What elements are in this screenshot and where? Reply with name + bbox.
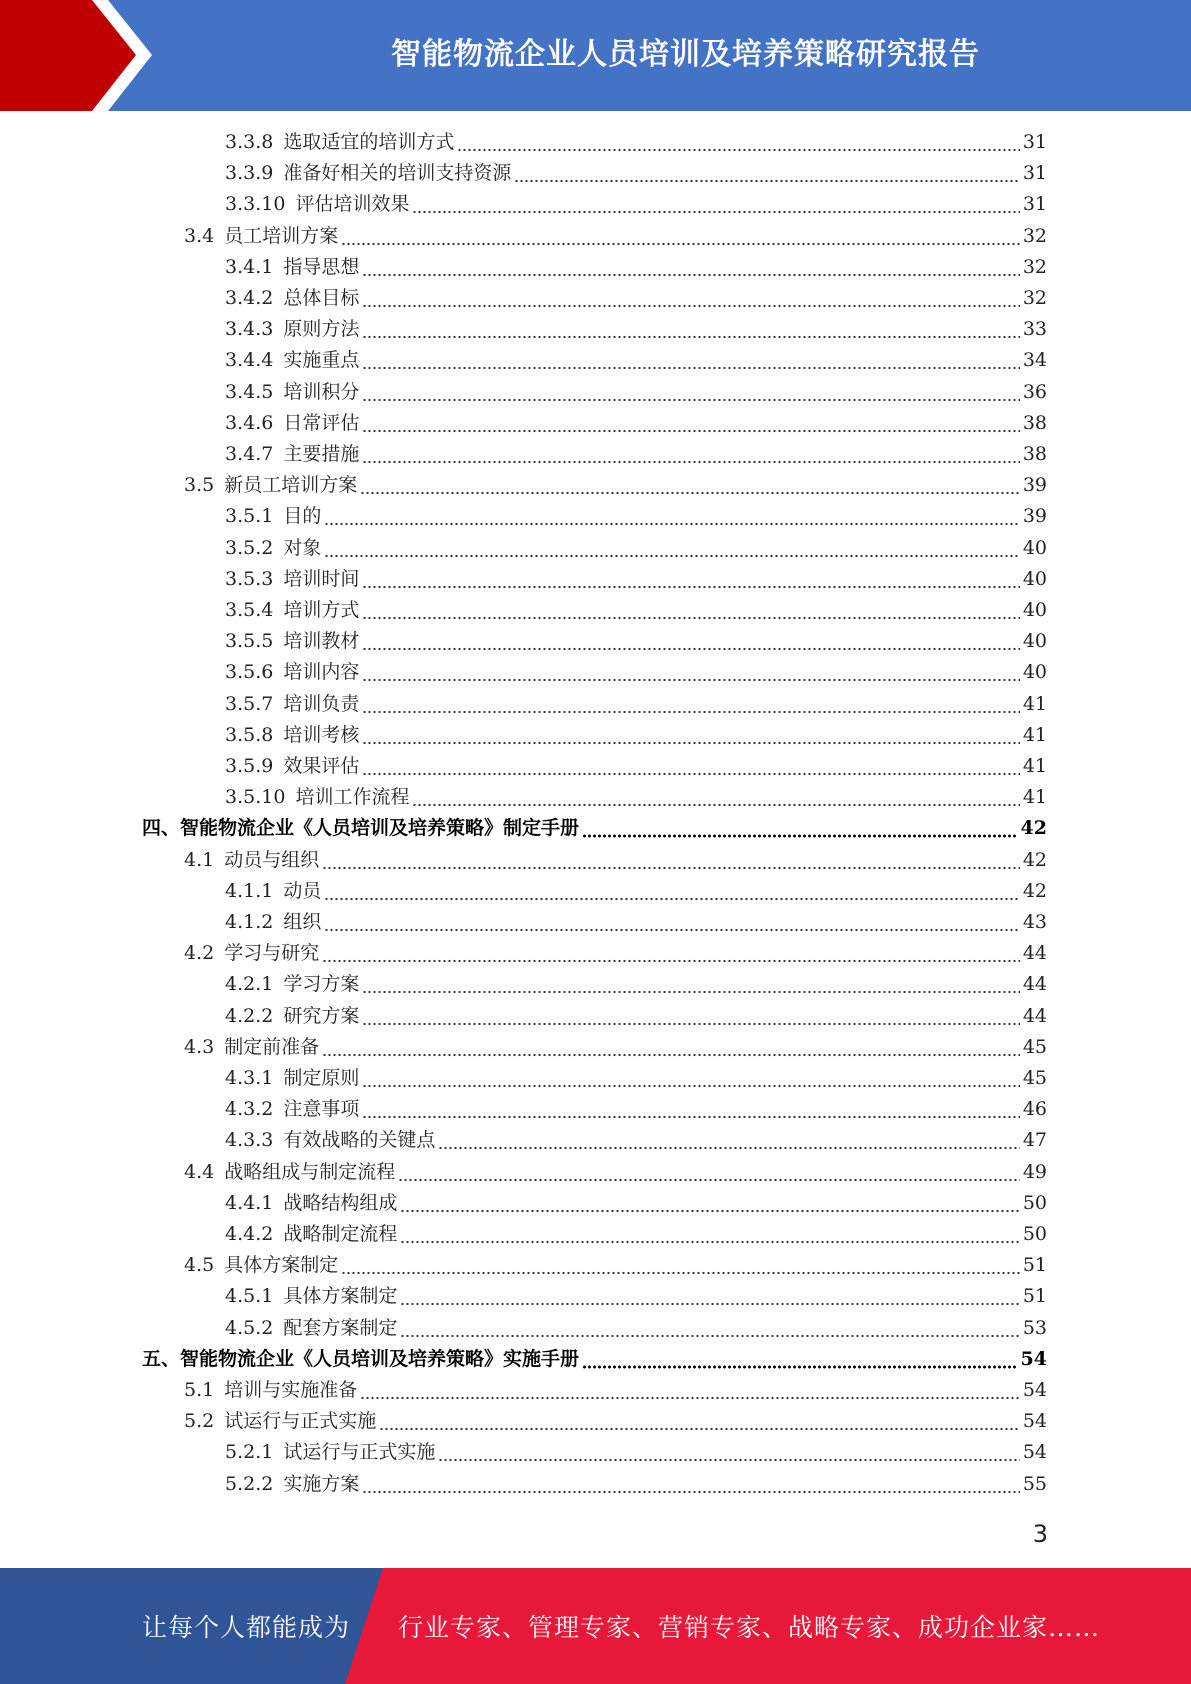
toc-dot-leader xyxy=(362,657,1019,688)
toc-entry-number: 3.4.6 xyxy=(225,411,274,434)
toc-section-entry[interactable] xyxy=(184,845,1047,876)
toc-subsection-entry[interactable] xyxy=(225,345,1047,376)
toc-entry-page: 32 xyxy=(1022,255,1047,278)
toc-entry-number: 五、 xyxy=(142,1347,181,1370)
toc-entry-title: 具体方案制定 xyxy=(283,1285,398,1308)
toc-entry-page: 53 xyxy=(1022,1316,1047,1339)
toc-entry-title: 培训与实施准备 xyxy=(224,1379,358,1401)
toc-section-entry[interactable] xyxy=(184,1250,1047,1281)
toc-section-entry[interactable] xyxy=(184,221,1047,252)
toc-section-entry[interactable] xyxy=(184,1406,1047,1437)
toc-entry-title: 智能物流企业《人员培训及培养策略》实施手册 xyxy=(180,1347,580,1370)
toc-subsection-entry[interactable] xyxy=(225,1313,1047,1344)
toc-subsection-entry[interactable] xyxy=(225,657,1047,688)
toc-entry-number: 3.3.10 xyxy=(225,193,286,216)
toc-dot-leader xyxy=(362,1094,1019,1125)
toc-subsection-entry[interactable] xyxy=(225,751,1047,782)
toc-entry-page: 40 xyxy=(1022,599,1047,621)
toc-subsection-entry[interactable] xyxy=(225,1125,1047,1156)
toc-entry-number: 4.4 xyxy=(184,1160,215,1183)
toc-subsection-entry[interactable] xyxy=(225,1001,1047,1032)
toc-entry-number: 4.5.2 xyxy=(225,1316,274,1339)
toc-entry-title: 培训教材 xyxy=(283,630,360,653)
toc-entry-page: 50 xyxy=(1022,1191,1047,1214)
toc-dot-leader xyxy=(362,564,1019,595)
toc-entry-number: 3.5.10 xyxy=(225,786,286,809)
toc-entry-title: 培训工作流程 xyxy=(295,786,410,809)
page-footer xyxy=(0,1568,1191,1684)
toc-entry-page: 41 xyxy=(1022,692,1047,715)
footer-slogan-left: 让每个人都能成为 xyxy=(142,1613,351,1642)
toc-entry-page: 47 xyxy=(1022,1129,1047,1152)
toc-dot-leader xyxy=(400,1188,1019,1219)
toc-entry-page: 51 xyxy=(1022,1254,1047,1277)
toc-dot-leader xyxy=(457,127,1019,158)
toc-entry-title: 智能物流企业《人员培训及培养策略》制定手册 xyxy=(180,817,580,840)
toc-entry-page: 42 xyxy=(1022,879,1047,902)
toc-entry-number: 4.3.3 xyxy=(225,1129,274,1152)
toc-subsection-entry[interactable] xyxy=(225,408,1047,439)
toc-entry-title: 培训积分 xyxy=(283,380,360,403)
toc-entry-page: 33 xyxy=(1022,318,1047,341)
toc-entry-number: 3.3.8 xyxy=(225,131,274,153)
toc-entry-page: 54 xyxy=(1022,1379,1047,1401)
toc-entry-title: 试运行与正式实施 xyxy=(283,1441,436,1464)
toc-subsection-entry[interactable] xyxy=(225,876,1047,907)
toc-entry-page: 46 xyxy=(1022,1098,1047,1121)
toc-entry-number: 3.5.1 xyxy=(225,505,274,528)
toc-entry-page: 42 xyxy=(1022,848,1047,871)
toc-entry-page: 34 xyxy=(1022,349,1047,372)
toc-entry-title: 培训时间 xyxy=(283,567,360,590)
toc-entry-title: 制定前准备 xyxy=(224,1035,320,1058)
toc-subsection-entry[interactable] xyxy=(225,626,1047,657)
toc-entry-page: 31 xyxy=(1022,162,1047,185)
toc-entry-title: 战略结构组成 xyxy=(283,1191,398,1214)
toc-entry-number: 3.3.9 xyxy=(225,162,274,185)
toc-subsection-entry[interactable] xyxy=(225,1469,1047,1500)
toc-entry-number: 3.4.3 xyxy=(225,318,274,341)
toc-entry-number: 3.5.4 xyxy=(225,599,274,621)
toc-dot-leader xyxy=(360,1375,1020,1406)
toc-entry-title: 效果评估 xyxy=(283,755,360,777)
toc-dot-leader xyxy=(362,283,1019,314)
toc-entry-title: 原则方法 xyxy=(283,318,360,341)
toc-dot-leader xyxy=(400,1281,1019,1312)
toc-entry-title: 目的 xyxy=(283,505,322,528)
toc-subsection-entry[interactable] xyxy=(225,720,1047,751)
toc-entry-page: 44 xyxy=(1022,942,1047,965)
toc-section-entry[interactable] xyxy=(184,1375,1047,1406)
toc-entry-title: 员工培训方案 xyxy=(224,224,339,247)
toc-dot-leader xyxy=(324,501,1019,532)
toc-chapter-entry[interactable] xyxy=(142,1344,1047,1375)
toc-entry-number: 3.5.5 xyxy=(225,630,274,653)
toc-entry-page: 40 xyxy=(1022,567,1047,590)
toc-dot-leader xyxy=(438,1125,1019,1156)
toc-dot-leader xyxy=(362,720,1019,751)
toc-subsection-entry[interactable] xyxy=(225,595,1047,626)
toc-subsection-entry[interactable] xyxy=(225,1437,1047,1468)
toc-entry-title: 制定原则 xyxy=(283,1067,360,1089)
toc-dot-leader xyxy=(379,1406,1020,1437)
toc-dot-leader xyxy=(362,252,1019,283)
toc-dot-leader xyxy=(362,1063,1019,1094)
toc-entry-number: 4.4.2 xyxy=(225,1223,274,1245)
toc-entry-title: 具体方案制定 xyxy=(224,1254,339,1277)
toc-entry-title: 培训负责 xyxy=(283,692,360,715)
toc-entry-title: 日常评估 xyxy=(283,411,360,434)
toc-entry-title: 配套方案制定 xyxy=(283,1316,398,1339)
toc-entry-page: 32 xyxy=(1022,287,1047,309)
toc-subsection-entry[interactable] xyxy=(225,189,1047,220)
toc-entry-page: 51 xyxy=(1022,1285,1047,1308)
toc-entry-page: 39 xyxy=(1022,474,1047,497)
toc-entry-number: 4.2.1 xyxy=(225,973,274,996)
toc-entry-page: 45 xyxy=(1022,1067,1047,1089)
toc-entry-number: 3.5.3 xyxy=(225,567,274,590)
toc-entry-page: 41 xyxy=(1022,723,1047,746)
toc-subsection-entry[interactable] xyxy=(225,969,1047,1000)
toc-entry-number: 4.5 xyxy=(184,1254,215,1277)
toc-entry-title: 主要措施 xyxy=(283,443,360,465)
toc-entry-page: 54 xyxy=(1020,1347,1047,1370)
toc-entry-page: 43 xyxy=(1022,911,1047,933)
toc-dot-leader xyxy=(398,1157,1020,1188)
toc-entry-title: 准备好相关的培训支持资源 xyxy=(283,162,512,185)
toc-section-entry[interactable] xyxy=(184,470,1047,501)
toc-entry-title: 培训考核 xyxy=(283,723,360,746)
toc-subsection-entry[interactable] xyxy=(225,1188,1047,1219)
toc-entry-page: 36 xyxy=(1022,380,1047,403)
toc-subsection-entry[interactable] xyxy=(225,533,1047,564)
toc-subsection-entry[interactable] xyxy=(225,127,1047,158)
toc-chapter-entry[interactable] xyxy=(142,813,1047,844)
toc-entry-title: 总体目标 xyxy=(283,287,360,309)
toc-entry-number: 4.3.2 xyxy=(225,1098,274,1121)
toc-entry-number: 3.5.2 xyxy=(225,536,274,559)
toc-entry-page: 38 xyxy=(1022,411,1047,434)
toc-entry-number: 3.5.8 xyxy=(225,723,274,746)
toc-section-entry[interactable] xyxy=(184,938,1047,969)
toc-entry-page: 42 xyxy=(1020,817,1047,840)
toc-dot-leader xyxy=(362,1001,1019,1032)
toc-dot-leader xyxy=(362,439,1019,470)
toc-dot-leader xyxy=(400,1313,1019,1344)
toc-entry-title: 新员工培训方案 xyxy=(224,474,358,497)
toc-entry-number: 3.5.7 xyxy=(225,692,274,715)
toc-entry-title: 培训内容 xyxy=(283,661,360,684)
toc-subsection-entry[interactable] xyxy=(225,439,1047,470)
toc-entry-number: 4.1 xyxy=(184,848,215,871)
toc-entry-number: 4.2 xyxy=(184,942,215,965)
toc-subsection-entry[interactable] xyxy=(225,564,1047,595)
toc-entry-number: 5.2.2 xyxy=(225,1472,274,1495)
toc-entry-page: 50 xyxy=(1022,1223,1047,1245)
toc-entry-number: 4.3.1 xyxy=(225,1067,274,1089)
toc-entry-page: 38 xyxy=(1022,443,1047,465)
toc-entry-page: 32 xyxy=(1022,224,1047,247)
toc-subsection-entry[interactable] xyxy=(225,1063,1047,1094)
toc-entry-title: 实施方案 xyxy=(283,1472,360,1495)
toc-entry-title: 实施重点 xyxy=(283,349,360,372)
toc-entry-page: 44 xyxy=(1022,973,1047,996)
toc-entry-page: 39 xyxy=(1022,505,1047,528)
toc-dot-leader xyxy=(341,221,1020,252)
toc-dot-leader xyxy=(400,1219,1019,1250)
toc-subsection-entry[interactable] xyxy=(225,689,1047,720)
page-header xyxy=(0,0,1191,111)
toc-entry-page: 40 xyxy=(1022,536,1047,559)
toc-entry-number: 3.4.4 xyxy=(225,349,274,372)
toc-dot-leader xyxy=(582,1344,1018,1375)
toc-entry-number: 4.2.2 xyxy=(225,1004,274,1027)
toc-dot-leader xyxy=(322,845,1020,876)
toc-dot-leader xyxy=(341,1250,1020,1281)
toc-entry-number: 4.3 xyxy=(184,1035,215,1058)
toc-entry-title: 动员 xyxy=(283,879,322,902)
toc-entry-number: 4.1.1 xyxy=(225,879,274,902)
toc-dot-leader xyxy=(412,782,1019,813)
toc-entry-number: 5.1 xyxy=(184,1379,215,1401)
footer-slogan-right: 行业专家、管理专家、营销专家、战略专家、成功企业家…… xyxy=(398,1613,1101,1642)
toc-dot-leader xyxy=(438,1437,1019,1468)
toc-subsection-entry[interactable] xyxy=(225,252,1047,283)
toc-entry-title: 选取适宜的培训方式 xyxy=(283,131,455,153)
toc-entry-number: 3.5.6 xyxy=(225,661,274,684)
toc-dot-leader xyxy=(412,189,1019,220)
toc-entry-number: 3.4.7 xyxy=(225,443,274,465)
toc-entry-title: 有效战略的关键点 xyxy=(283,1129,436,1152)
toc-entry-page: 40 xyxy=(1022,630,1047,653)
toc-dot-leader xyxy=(514,158,1019,189)
toc-entry-title: 组织 xyxy=(283,911,322,933)
toc-section-entry[interactable] xyxy=(184,1157,1047,1188)
toc-entry-page: 54 xyxy=(1022,1410,1047,1433)
toc-entry-page: 31 xyxy=(1022,193,1047,216)
toc-dot-leader xyxy=(324,907,1019,938)
toc-dot-leader xyxy=(362,626,1019,657)
toc-entry-title: 注意事项 xyxy=(283,1098,360,1121)
toc-dot-leader xyxy=(360,470,1020,501)
toc-entry-title: 学习与研究 xyxy=(224,942,320,965)
toc-entry-number: 3.4 xyxy=(184,224,215,247)
toc-entry-number: 3.5 xyxy=(184,474,215,497)
toc-entry-title: 战略制定流程 xyxy=(283,1223,398,1245)
toc-dot-leader xyxy=(362,751,1019,782)
toc-entry-title: 评估培训效果 xyxy=(295,193,410,216)
toc-dot-leader xyxy=(324,876,1019,907)
toc-dot-leader xyxy=(362,969,1019,1000)
document-title: 智能物流企业人员培训及培养策略研究报告 xyxy=(391,36,980,72)
toc-entry-page: 45 xyxy=(1022,1035,1047,1058)
toc-section-entry[interactable] xyxy=(184,1032,1047,1063)
toc-subsection-entry[interactable] xyxy=(225,907,1047,938)
toc-entry-page: 49 xyxy=(1022,1160,1047,1183)
toc-entry-title: 学习方案 xyxy=(283,973,360,996)
toc-entry-title: 培训方式 xyxy=(283,599,360,621)
header-chevron-decoration xyxy=(0,0,160,111)
toc-entry-number: 4.5.1 xyxy=(225,1285,274,1308)
toc-subsection-entry[interactable] xyxy=(225,314,1047,345)
toc-dot-leader xyxy=(322,938,1020,969)
toc-dot-leader xyxy=(324,533,1019,564)
toc-entry-number: 四、 xyxy=(142,817,181,840)
toc-entry-number: 4.1.2 xyxy=(225,911,274,933)
toc-entry-number: 4.4.1 xyxy=(225,1191,274,1214)
toc-subsection-entry[interactable] xyxy=(225,1281,1047,1312)
toc-dot-leader xyxy=(362,408,1019,439)
toc-entry-page: 55 xyxy=(1022,1472,1047,1495)
toc-subsection-entry[interactable] xyxy=(225,377,1047,408)
toc-entry-title: 对象 xyxy=(283,536,322,559)
toc-subsection-entry[interactable] xyxy=(225,501,1047,532)
toc-entry-number: 5.2 xyxy=(184,1410,215,1433)
toc-subsection-entry[interactable] xyxy=(225,158,1047,189)
toc-subsection-entry[interactable] xyxy=(225,1094,1047,1125)
toc-dot-leader xyxy=(362,595,1019,626)
toc-entry-title: 研究方案 xyxy=(283,1004,360,1027)
page-number: 3 xyxy=(1032,1520,1048,1548)
toc-entry-page: 40 xyxy=(1022,661,1047,684)
toc-entry-number: 5.2.1 xyxy=(225,1441,274,1464)
toc-dot-leader xyxy=(362,314,1019,345)
toc-entry-page: 31 xyxy=(1022,131,1047,153)
toc-dot-leader xyxy=(362,377,1019,408)
toc-entry-number: 3.4.1 xyxy=(225,255,274,278)
toc-dot-leader xyxy=(362,345,1019,376)
toc-entry-page: 41 xyxy=(1022,755,1047,777)
toc-entry-title: 战略组成与制定流程 xyxy=(224,1160,396,1183)
toc-entry-title: 指导思想 xyxy=(283,255,360,278)
toc-entry-title: 试运行与正式实施 xyxy=(224,1410,377,1433)
toc-dot-leader xyxy=(362,689,1019,720)
toc-entry-page: 54 xyxy=(1022,1441,1047,1464)
toc-subsection-entry[interactable] xyxy=(225,782,1047,813)
toc-entry-page: 44 xyxy=(1022,1004,1047,1027)
toc-entry-number: 3.4.2 xyxy=(225,287,274,309)
toc-subsection-entry[interactable] xyxy=(225,1219,1047,1250)
toc-entry-title: 动员与组织 xyxy=(224,848,320,871)
toc-dot-leader xyxy=(322,1032,1020,1063)
toc-entry-number: 3.5.9 xyxy=(225,755,274,777)
toc-dot-leader xyxy=(582,813,1018,844)
toc-subsection-entry[interactable] xyxy=(225,283,1047,314)
toc-entry-number: 3.4.5 xyxy=(225,380,274,403)
toc-entry-page: 41 xyxy=(1022,786,1047,809)
toc-dot-leader xyxy=(362,1469,1019,1500)
